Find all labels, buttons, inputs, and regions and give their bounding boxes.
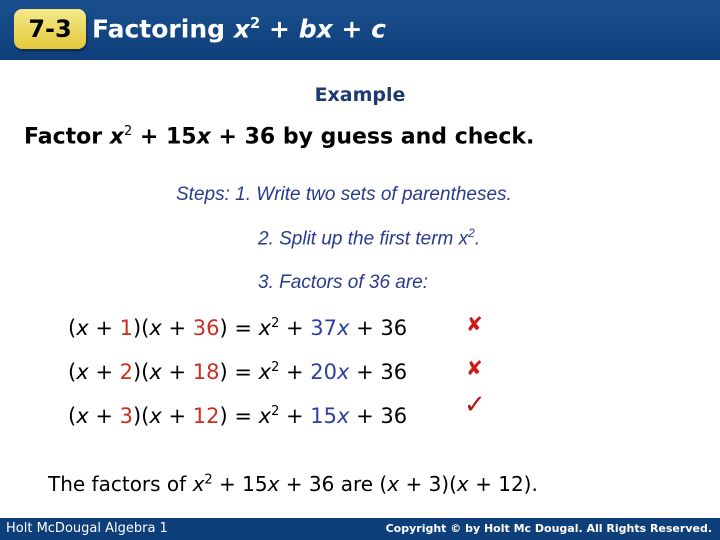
lesson-badge: 7-3 xyxy=(14,9,86,49)
footer-bar xyxy=(0,518,720,540)
factor-row: $(x + 2)(x + 18) = x^2 + 20x + 36$ xyxy=(68,360,408,384)
step-2: 2. Split up the first term $x^2$. xyxy=(258,226,481,250)
problem-statement: Factor $x^2 + 15x + 36$ by guess and check. xyxy=(24,124,535,150)
step-3: 3. Factors of 36 are: xyxy=(258,272,429,293)
example-label: Example xyxy=(314,84,406,106)
step-1: Steps: 1. Write two sets of parentheses. xyxy=(176,184,512,205)
check-mark-icon: ✓ xyxy=(464,390,486,420)
cross-mark-icon: ✘ xyxy=(466,312,483,336)
factor-row: $(x + 1)(x + 36) = x^2 + 37x + 36$ xyxy=(68,316,408,340)
footer-course: Holt McDougal Algebra 1 xyxy=(6,521,168,536)
footer-copyright: Copyright © by Holt Mc Dougal. All Rights Reserved. xyxy=(385,522,712,535)
cross-mark-icon: ✘ xyxy=(466,356,483,380)
header-bar xyxy=(0,0,720,60)
conclusion-text: The factors of $x^2 + 15x + 36$ are (x + 3)(x + 12). xyxy=(48,472,538,496)
factor-row: $(x + 3)(x + 12) = x^2 + 15x + 36$ xyxy=(68,404,408,428)
page-title: Factoring $x^2$ + bx + c xyxy=(92,14,386,44)
